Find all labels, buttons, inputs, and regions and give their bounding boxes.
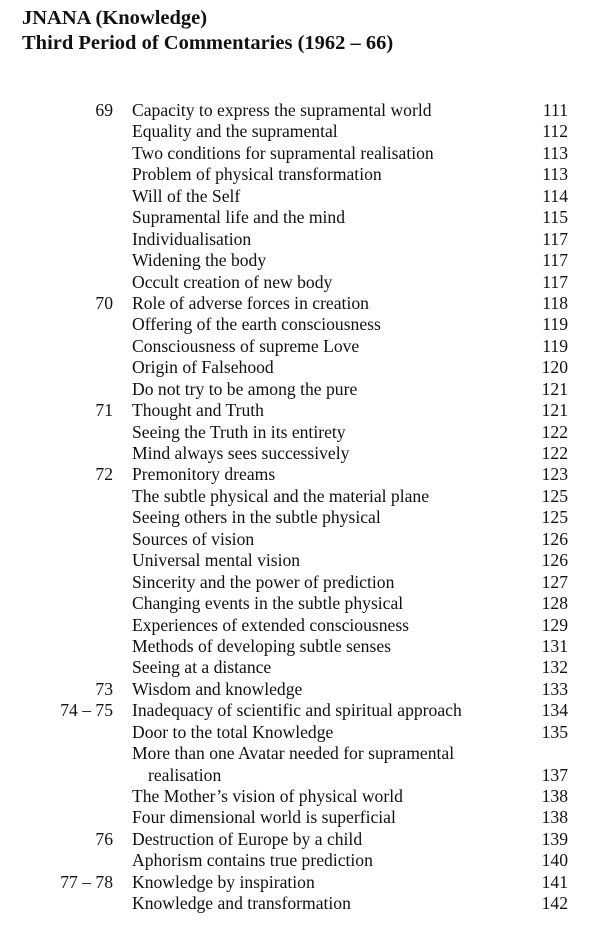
page-number: 113 (542, 164, 568, 185)
entry-title: Occult creation of new body (132, 271, 333, 292)
toc-entry (0, 872, 600, 893)
toc-entry (0, 400, 600, 421)
entry-title: realisation (148, 764, 222, 785)
toc-entry (0, 657, 600, 678)
toc-entry (0, 765, 600, 786)
page-number: 138 (541, 807, 568, 828)
page-number: 132 (541, 657, 568, 678)
toc-entry (0, 379, 600, 400)
page-number: 127 (541, 571, 568, 592)
entry-title: The Mother’s vision of physical world (132, 786, 403, 806)
section-title: JNANA (Knowledge) (22, 7, 208, 29)
page-number: 117 (542, 250, 568, 271)
entry-title: Origin of Falsehood (132, 357, 274, 378)
toc-entry (0, 164, 600, 185)
page-number: 123 (541, 464, 568, 485)
page-number: 119 (542, 335, 568, 356)
entry-title: Changing events in the subtle physical (132, 593, 404, 614)
entry-title: Will of the Self (132, 185, 241, 206)
page-number: 125 (541, 507, 568, 528)
page-number: 139 (541, 828, 568, 849)
entry-title: Two conditions for supramental realisation (132, 142, 434, 163)
toc-entry (0, 464, 600, 485)
entry-title: Sources of vision (132, 528, 255, 549)
entry-title: Do not try to be among the pure (132, 378, 358, 399)
chapter-number: 77 – 78 (60, 871, 113, 892)
toc-entry (0, 786, 600, 807)
toc-entry (0, 507, 600, 528)
chapter-number: 76 (95, 828, 113, 849)
page-number: 133 (541, 678, 568, 699)
toc-entry (0, 293, 600, 314)
entry-title: Premonitory dreams (132, 464, 276, 485)
toc-entry (0, 679, 600, 700)
entry-title: Seeing at a distance (132, 657, 272, 678)
entry-title: Seeing the Truth in its entirety (132, 421, 346, 442)
page-number: 117 (542, 271, 568, 292)
toc-entry (0, 529, 600, 550)
page-number: 113 (542, 142, 568, 163)
chapter-number: 70 (95, 292, 113, 313)
page-number: 114 (542, 185, 568, 206)
entry-title: The subtle physical and the material plane (132, 485, 430, 506)
page-number: 112 (542, 121, 568, 142)
toc-entry (0, 593, 600, 614)
toc-entry (0, 722, 600, 743)
toc-entry (0, 143, 600, 164)
entry-title: Methods of developing subtle senses (132, 635, 391, 656)
entry-title: Equality and the supramental (132, 121, 338, 142)
entry-title: Four dimensional world is superficial (132, 807, 396, 828)
toc-entry (0, 615, 600, 636)
entry-title: Individualisation (132, 228, 252, 249)
page-number: 142 (541, 893, 568, 914)
page-number: 134 (541, 700, 568, 721)
toc-entry (0, 700, 600, 721)
entry-title: Aphorism contains true prediction (132, 850, 373, 871)
entry-title: Inadequacy of scientific and spiritual approach (132, 700, 462, 721)
toc-entry (0, 186, 600, 207)
chapter-number: 73 (95, 678, 113, 699)
toc-entry (0, 807, 600, 828)
entry-title: Door to the total Knowledge (132, 721, 334, 742)
toc-entry (0, 550, 600, 571)
table-of-contents (0, 100, 600, 915)
entry-title: Destruction of Europe by a child (132, 828, 363, 849)
toc-entry (0, 229, 600, 250)
entry-title: Thought and Truth (132, 400, 264, 421)
entry-title: Problem of physical transformation (132, 164, 382, 185)
entry-title: Capacity to express the supramental world (132, 100, 432, 120)
page-number: 115 (542, 207, 568, 228)
page-number: 125 (541, 485, 568, 506)
toc-entry (0, 100, 600, 121)
toc-entry (0, 357, 600, 378)
toc-entry (0, 422, 600, 443)
page-number: 126 (541, 528, 568, 549)
page-number: 140 (541, 850, 568, 871)
page-number: 120 (541, 357, 568, 378)
entry-title: Wisdom and knowledge (132, 678, 303, 699)
entry-title: Sincerity and the power of prediction (132, 571, 395, 592)
page-number: 119 (542, 314, 568, 335)
page-number: 121 (541, 400, 568, 421)
toc-entry (0, 893, 600, 914)
toc-entry (0, 250, 600, 271)
chapter-number: 69 (95, 100, 113, 120)
page-number: 138 (541, 786, 568, 806)
section-subtitle: Third Period of Commentaries (1962 – 66) (22, 32, 394, 54)
page-heading (22, 6, 393, 56)
page-number: 126 (541, 550, 568, 571)
page-number: 129 (541, 614, 568, 635)
page-number: 117 (542, 228, 568, 249)
chapter-number: 74 – 75 (60, 700, 113, 721)
toc-entry (0, 443, 600, 464)
toc-entry (0, 572, 600, 593)
page-number: 118 (542, 292, 568, 313)
page-number: 128 (541, 593, 568, 614)
page-number: 131 (541, 635, 568, 656)
entry-title: Supramental life and the mind (132, 207, 346, 228)
page-number: 141 (541, 871, 568, 892)
toc-entry (0, 336, 600, 357)
entry-title: Knowledge by inspiration (132, 871, 315, 892)
chapter-number: 72 (95, 464, 113, 485)
page-number: 135 (541, 721, 568, 742)
page-number: 122 (541, 443, 568, 463)
toc-entry (0, 272, 600, 293)
entry-title: Offering of the earth consciousness (132, 314, 381, 335)
entry-title: Knowledge and transformation (132, 893, 351, 914)
entry-title: Mind always sees successively (132, 443, 350, 463)
entry-title: Universal mental vision (132, 550, 301, 571)
toc-entry (0, 314, 600, 335)
toc-entry (0, 850, 600, 871)
entry-title: Consciousness of supreme Love (132, 335, 360, 356)
page-number: 122 (541, 421, 568, 442)
entry-title: Experiences of extended consciousness (132, 614, 410, 635)
entry-title: Widening the body (132, 250, 267, 271)
page-number: 137 (541, 764, 568, 785)
toc-entry (0, 743, 600, 764)
page-number: 121 (541, 378, 568, 399)
entry-title: Role of adverse forces in creation (132, 292, 369, 313)
toc-entry (0, 829, 600, 850)
entry-title: Seeing others in the subtle physical (132, 507, 381, 528)
chapter-number: 71 (95, 400, 113, 421)
toc-entry (0, 486, 600, 507)
toc-entry (0, 121, 600, 142)
toc-entry (0, 636, 600, 657)
toc-entry (0, 207, 600, 228)
page-number: 111 (542, 100, 568, 120)
entry-title: More than one Avatar needed for supramental (132, 743, 455, 764)
